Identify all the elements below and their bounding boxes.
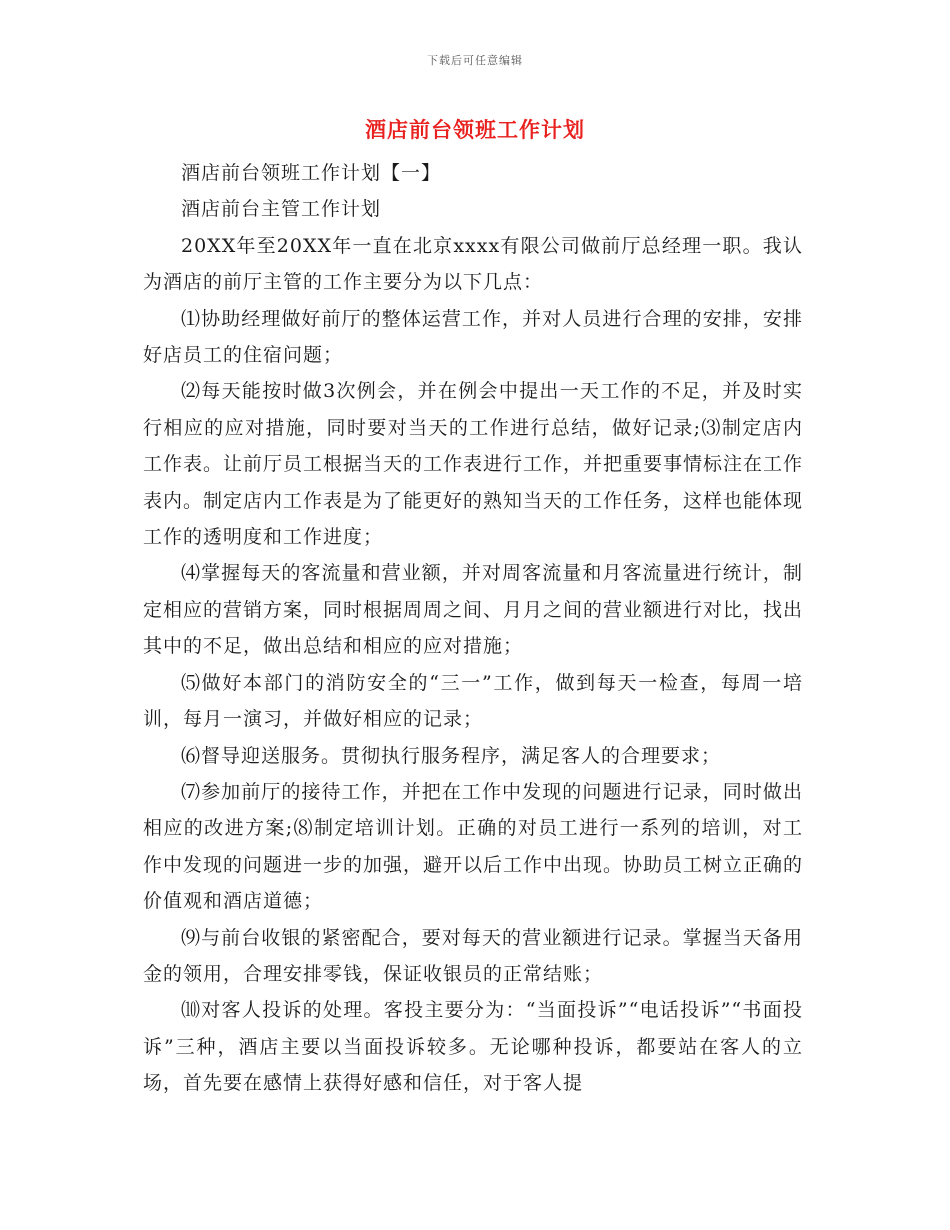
page-header: 下载后可任意编辑 — [427, 54, 523, 67]
paragraph: ⑼与前台收银的紧密配合，要对每天的营业额进行记录。掌握当天备用金的领用，合理安排零钱，保证收银员的正常结账； — [143, 926, 803, 985]
paragraph: 酒店前台领班工作计划【一】 — [181, 162, 442, 184]
paragraph: 酒店前台主管工作计划 — [181, 198, 382, 221]
paragraph: ⑹督导迎送服务。贯彻执行服务程序，满足客人的合理要求； — [181, 744, 722, 767]
paragraph: 20XX年至20XX年一直在北京xxxx有限公司做前厅总经理一职。我认为酒店的前厅主管的工作主要分为以下几点： — [143, 234, 803, 294]
paragraph: ⑸做好本部门的消防安全的“三一”工作，做到每天一检查，每周一培训，每月一演习，并做好相应的记录； — [143, 671, 803, 731]
document-title: 酒店前台领班工作计划 — [365, 117, 585, 142]
paragraph: ⑷掌握每天的客流量和营业额，并对周客流量和月客流量进行统计，制定相应的营销方案，同时根据周周之间、月月之间的营业额进行对比，找出其中的不足，做出总结和相应的应对措施； — [143, 562, 804, 658]
paragraph: ⑵每天能按时做3次例会，并在例会中提出一天工作的不足，并及时实行相应的应对措施，同时要对当天的工作进行总结，做好记录;⑶制定店内工作表。让前厅员工根据当天的工作表进行工作，并把重要事情标注在工作表内。制定店内工作表是为了能更好的熟知当天的工作任务，这样也能体现工作的透明度和工作进度； — [143, 380, 804, 549]
document-body — [143, 155, 803, 1102]
paragraph: ⑽对客人投诉的处理。客投主要分为：“当面投诉”“电话投诉”“书面投诉”三种，酒店主要以当面投诉较多。无论哪种投诉，都要站在客人的立场，首先要在感情上获得好感和信任，对于客人提 — [143, 999, 803, 1095]
paragraph: ⑴协助经理做好前厅的整体运营工作，并对人员进行合理的安排，安排好店员工的住宿问题； — [143, 307, 803, 367]
paragraph: ⑺参加前厅的接待工作，并把在工作中发现的问题进行记录，同时做出相应的改进方案;⑻制定培训计划。正确的对员工进行一系列的培训，对工作中发现的问题进一步的加强，避开以后工作中出现。协助员工树立正确的价值观和酒店道德； — [143, 780, 804, 913]
